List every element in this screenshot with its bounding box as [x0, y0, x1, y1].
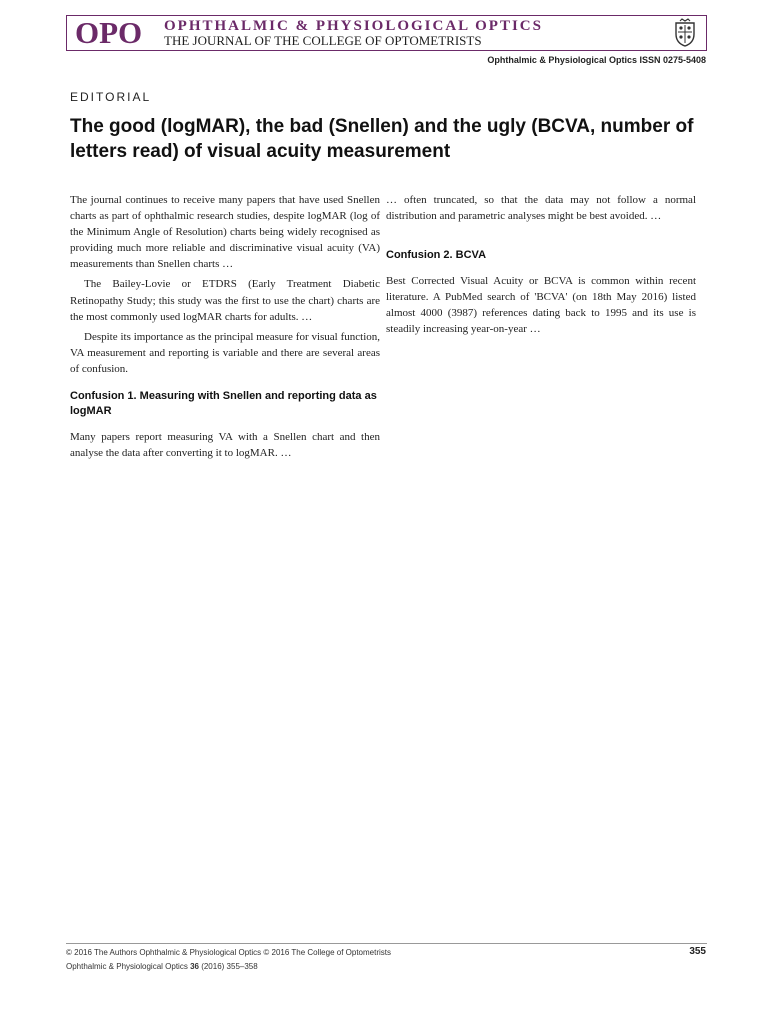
body-paragraph: Despite its importance as the principal measure for visual function, VA measurement and reporting is variable and there are several areas of confusion. — [70, 330, 380, 375]
journal-issn: Ophthalmic & Physiological Optics ISSN 0275-5408 — [487, 55, 706, 65]
body-paragraph: … often truncated, so that the data may not follow a normal distribution and parametric analyses might be best avoided. … — [386, 194, 696, 223]
article-title: The good (logMAR), the bad (Snellen) and the ugly (BCVA, number of letters read) of visual acuity measurement — [70, 116, 694, 162]
footer-pages: (2016) 355–358 — [198, 962, 258, 971]
section-heading: Confusion 1. Measuring with Snellen and reporting data as logMAR — [70, 390, 377, 418]
journal-subtitle: THE JOURNAL OF THE COLLEGE OF OPTOMETRISTS — [164, 33, 482, 48]
body-paragraph: Best Corrected Visual Acuity or BCVA is common within recent literature. A PubMed search of 'BCVA' (on 18th May 2016) listed almost 4000 (3987) references dating back to 1995 and its use is steadily increasing year-on-year … — [386, 275, 696, 336]
body-paragraph: The Bailey-Lovie or ETDRS (Early Treatment Diabetic Retinopathy Study; this study was the first to use the chart) charts are the most commonly used logMAR charts for adults. … — [70, 278, 380, 323]
footer-volume: 36 — [190, 962, 199, 971]
left-column — [70, 192, 380, 461]
right-column — [386, 192, 696, 338]
footer-divider — [66, 943, 707, 944]
section-label: EDITORIAL — [70, 90, 152, 104]
footer-copyright: © 2016 The Authors Ophthalmic & Physiological Optics © 2016 The College of Optometrists — [66, 948, 391, 957]
body-paragraph: The journal continues to receive many papers that have used Snellen charts as part of ophthalmic research studies, despite logMAR (log of the Minimum Angle of Resolution) charts being widely recognised as providing much more reliable and discriminative visual acuity (VA) measurements than Snellen charts … — [70, 194, 380, 271]
section-heading: Confusion 2. BCVA — [386, 249, 487, 262]
body-paragraph: Many papers report measuring VA with a Snellen chart and then analyse the data after converting it to logMAR. … — [70, 431, 380, 460]
footer-citation — [66, 962, 258, 971]
journal-masthead — [66, 15, 707, 51]
journal-logo: OPO — [75, 15, 143, 50]
journal-name: OPHTHALMIC & PHYSIOLOGICAL OPTICS — [164, 18, 543, 34]
page-number: 355 — [689, 946, 706, 957]
college-crest-icon — [670, 18, 700, 48]
footer-journal-name: Ophthalmic & Physiological Optics — [66, 962, 191, 971]
